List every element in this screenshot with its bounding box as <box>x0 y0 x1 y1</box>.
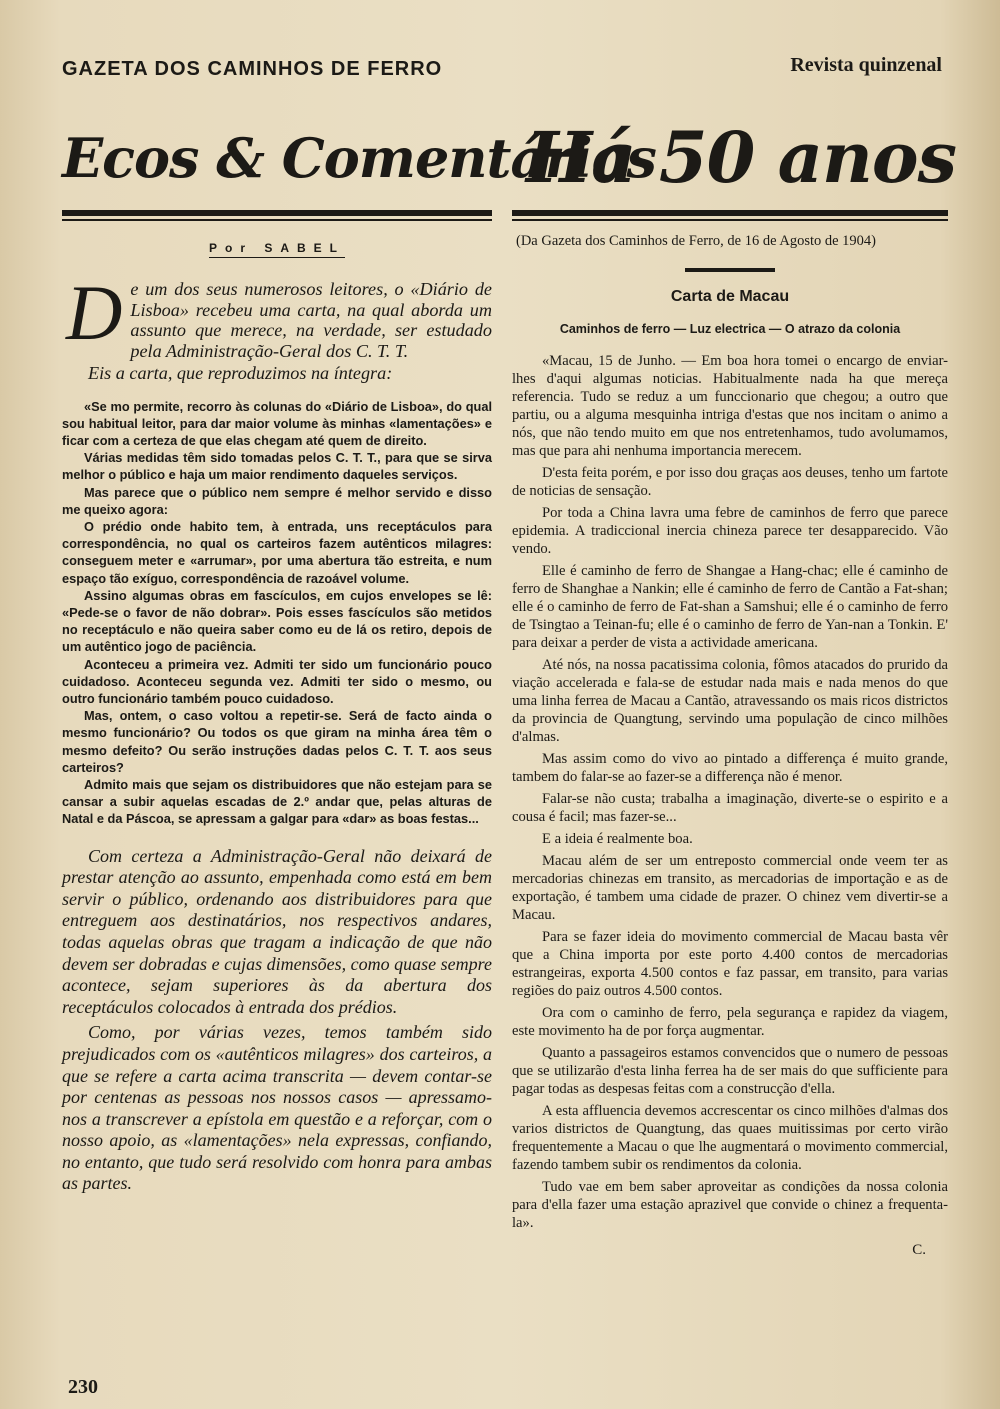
publication-masthead: GAZETA DOS CAMINHOS DE FERRO <box>62 58 443 80</box>
article-paragraph: Para se fazer ideia do movimento commercial de Macau basta vêr que a China importa por este porto 4.400 contos de mercadorias estrangeiras, exporta 4.500 contos e faz passar, em transito, para varias regiões do paiz outros 4.500 contos. <box>512 929 948 999</box>
intro-paragraph <box>62 269 492 384</box>
commentary-paragraph: Com certeza a Administração-Geral não deixará de prestar atenção ao assunto, empenhada como está em bem servir o público, ordenando aos distribuidores para que entreguem aos destinatários, nos respectivos andares, todas aquelas obras que tragam a indicação de que não devem ser dobradas e cujas dimensões, como quase sempre acontece, sejam superiores às da abertura dos receptáculos colocados à entrada dos prédios. <box>62 845 492 1017</box>
article-paragraph: Até nós, na nossa pacatissima colonia, fômos atacados do prurido da viação accelerada e fala-se de estudar nada mais e nada menos do que uma linha ferrea de Macau a Cantão, atravessando os mais ricos districtos da provincia de Quangtung, servindo uma população de cinco milhões d'almas. <box>512 657 948 745</box>
short-divider <box>685 268 775 272</box>
article-subtitle: Caminhos de ferro — Luz electrica — O atrazo da colonia <box>559 322 901 336</box>
article-paragraph: Ora com o caminho de ferro, pela segurança e rapidez da viagem, este movimento ha de por força augmentar. <box>512 1005 948 1039</box>
letter-paragraph: «Se mo permite, recorro às colunas do «Diário de Lisboa», do qual sou habitual leitor, para dar maior volume às minhas «lamentações» e ficar com a certeza de que elas chegam até quem de direito. <box>62 398 492 448</box>
title-rule-thick <box>512 210 948 216</box>
article-title: Carta de Macau <box>670 288 790 305</box>
commentary <box>62 846 492 1196</box>
intro-text: e um dos seus numerosos leitores, o «Diário de Lisboa» recebeu uma carta, na qual aborda um assunto que merece, na verdade, ser estudado pela Administração-Geral dos C. T. T. <box>130 279 492 361</box>
article-paragraph: Mas assim como do vivo ao pintado a differença é muito grande, tambem do falar-se ao fazer-se a differença não é menor. <box>512 751 948 785</box>
title-rule-thin <box>62 219 492 221</box>
article-signature: C. <box>912 1242 926 1258</box>
article-paragraph: Tudo vae em bem saber aproveitar as condições da nossa colonia para d'ella fazer uma estação aprazivel que convide o chinez a frequenta-la». <box>512 1179 948 1231</box>
right-column <box>512 110 956 1259</box>
source-note: (Da Gazeta dos Caminhos de Ferro, de 16 de Agosto de 1904) <box>516 233 877 249</box>
section-title-ecos: Ecos & Comentários <box>62 126 656 190</box>
article-paragraph: «Macau, 15 de Junho. — Em boa hora tomei o encargo de enviar-lhes d'aqui algumas noticias. Habitualmente nada ha que mereça referencia. Tudo se reduz a um funccionario que chegou; a outro que partiu, ou a alguma mesquinha intriga d'estas que nos incitam o animo a nós, que não tendo muito em que nos entretenhamos, tudo avolumamos, mas que para ahi nenhuma importancia merecem. <box>512 353 948 459</box>
letter-paragraph: O prédio onde habito tem, à entrada, uns receptáculos para correspondência, no qual os carteiros fazem autênticos milagres: conseguem meter e «arrumar», por uma abertura tão estreita, e num espaço tão exíguo, correspondência de razoável volume. <box>62 518 492 586</box>
article-paragraph: D'esta feita porém, e por isso dou graças aos deuses, tenho um fartote de noticias de sensação. <box>512 465 948 499</box>
letter-paragraph: Mas, ontem, o caso voltou a repetir-se. Será de facto ainda o mesmo funcionário? Ou todos os que giram na minha área têm o mesmo defeito? Ou serão instruções dadas pelos C. T. T. aos seus carteiros? <box>62 708 492 775</box>
byline <box>62 241 492 255</box>
article-paragraph: Falar-se não custa; trabalha a imaginação, diverte-se o espirito e a cousa é facil; mas fazer-se... <box>512 791 948 825</box>
letter-paragraph: Assino algumas obras em fascículos, em cujos envelopes se lê: «Pede-se o favor de não dobrar». Pois esses fascículos são metidos no receptáculo e não queira saber como eu de lá os retiro, depois de um autêntico jogo de paciência. <box>62 587 492 655</box>
article-paragraph: A esta affluencia devemos accrescentar os cinco milhões d'almas dos varios districtos de Quangtung, das quaes muitissimas por certo virão frequentemente a Macau o que lhe augmentará o movimento commercial, fazendo tambem subir os rendimentos da colonia. <box>512 1103 948 1173</box>
title-rule-thick <box>62 210 492 216</box>
letter-paragraph: Admito mais que sejam os distribuidores que não estejam para se cansar a subir aquelas escadas de 2.º andar que, pelas alturas de Natal e da Páscoa, se apressam a galgar para «dar» as boas festas... <box>62 776 492 827</box>
page-number: 230 <box>68 1376 98 1398</box>
section-title-ha-50-anos: Há 50 anos <box>526 116 956 199</box>
article-paragraph: E a ideia é realmente boa. <box>542 831 693 847</box>
letter-paragraph: Mas parece que o público nem sempre é melhor servido e disso me queixo agora: <box>62 484 492 517</box>
article-paragraph: Por toda a China lavra uma febre de caminhos de ferro que parece epidemia. A tradiccional inercia chineza parece ter desapparecido. Vão vendo. <box>512 505 948 557</box>
article-paragraph: Elle é caminho de ferro de Shangae a Hang-chac; elle é caminho de ferro de Shanghae a Nankin; elle é caminho de ferro de Cantão a Fat-shan; elle é o caminho de ferro de Fat-shan a Samshui; elle é o caminho de ferro de Tsingtao a Teinan-fu; elle é o caminho de ferro de Yan-nan a Tonkin. E' para deixar a perder de vista a actividade americana. <box>512 563 948 651</box>
article-paragraph: Macau além de ser um entreposto commercial onde veem ter as mercadorias chinezas em transito, as mercadorias de importação e as de exportação, é tambem uma cidade de prazer. O chinez vem divertir-se a Macau. <box>512 853 948 923</box>
drop-cap: D <box>66 269 123 356</box>
commentary-paragraph: Como, por várias vezes, temos também sido prejudicados com os «autênticos milagres» dos carteiros, a que se refere a carta acima transcrita — devem contar-se por centenas as pessoas nos nossos casos — apressamo-nos a transcrever a epístola em questão e a reforçar, com o nosso apoio, as «lamentações» nela expressas, confiando, no entanto, que tudo será resolvido com honra para ambas as partes. <box>62 1022 492 1194</box>
article-paragraph: Quanto a passageiros estamos convencidos que o numero de pessoas que se utilizarão d'esta linha ferrea ha de ser mais do que sufficiente para pagar todas as despesas feitas com a construcção d'ella. <box>512 1045 948 1097</box>
letter-paragraph: Várias medidas têm sido tomadas pelos C. T. T., para que se sirva melhor o público e haja um maior rendimento daqueles serviços. <box>62 450 492 483</box>
byline-text: Por SABEL <box>209 241 345 258</box>
letter-paragraph: Aconteceu a primeira vez. Admiti ter sido um funcionário pouco cuidadoso. Aconteceu segunda vez. Admiti ter sido o mesmo, ou outro funcionário também pouco cuidadoso. <box>62 656 492 706</box>
periodicity-label: Revista quinzenal <box>790 54 942 76</box>
article-body <box>512 352 948 1232</box>
intro-second-line: Eis a carta, que reproduzimos na íntegra: <box>88 363 393 383</box>
title-rule-thin <box>512 219 948 221</box>
quoted-letter <box>62 398 492 828</box>
